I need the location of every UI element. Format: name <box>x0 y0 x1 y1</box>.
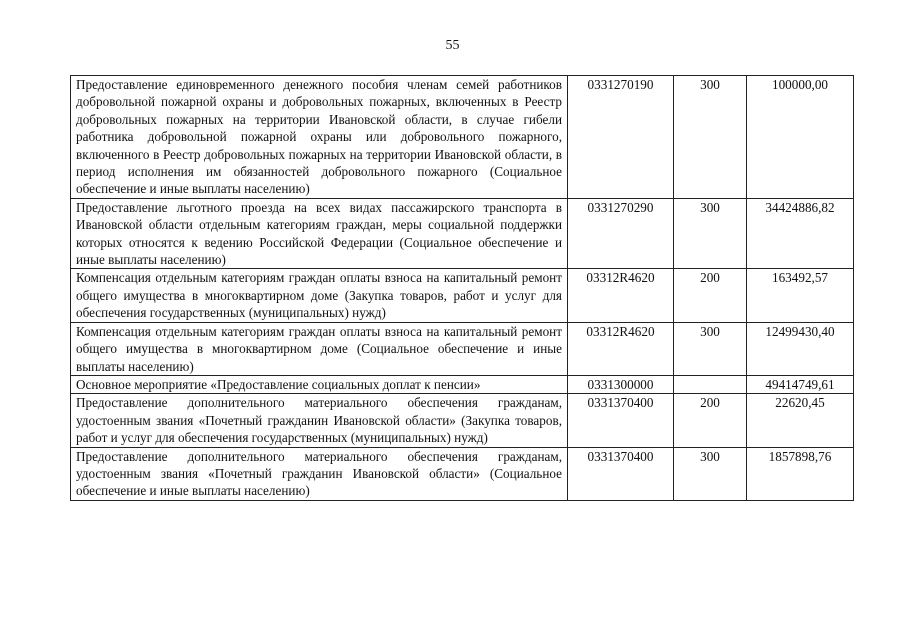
row-amount: 12499430,40 <box>747 322 854 375</box>
row-kind: 200 <box>674 394 747 447</box>
table-row <box>71 322 854 375</box>
row-kind <box>674 375 747 393</box>
row-description: Предоставление единовременного денежного пособия членам семей работников добровольной пожарной охраны и добровольных пожарных, включенных в Реестр добровольных пожарных на территории Ивановской области, в случае гибели работника добровольной пожарной охраны или добровольного пожарного, включенного в Реестр добровольных пожарных на территории Ивановской области, в период исполнения им обязанностей добровольного пожарного (Социальное обеспечение и иные выплаты населению) <box>71 76 568 199</box>
row-amount: 49414749,61 <box>747 375 854 393</box>
row-code: 03312R4620 <box>568 269 674 322</box>
row-description: Предоставление льготного проезда на всех видах пассажирского транспорта в Ивановской области отдельным категориям граждан, меры социальной поддержки которых относятся к ведению Российской Федерации (Социальное обеспечение и иные выплаты населению) <box>71 198 568 269</box>
row-code: 0331370400 <box>568 394 674 447</box>
row-code: 0331370400 <box>568 447 674 500</box>
page-number: 55 <box>445 38 460 53</box>
table-row <box>71 269 854 322</box>
row-description: Предоставление дополнительного материального обеспечения гражданам, удостоенным звания «Почетный гражданин Ивановской области» (Закупка товаров, работ и услуг для обеспечения государственных (муниципальных) нужд) <box>71 394 568 447</box>
row-description: Компенсация отдельным категориям граждан оплаты взноса на капитальный ремонт общего имущества в многоквартирном доме (Закупка товаров, работ и услуг для обеспечения государственных (муниципальных) нужд) <box>71 269 568 322</box>
row-amount: 100000,00 <box>747 76 854 199</box>
row-kind: 300 <box>674 198 747 269</box>
row-amount: 22620,45 <box>747 394 854 447</box>
row-kind: 300 <box>674 76 747 199</box>
row-amount: 34424886,82 <box>747 198 854 269</box>
table-row <box>71 394 854 447</box>
row-description: Предоставление дополнительного материального обеспечения гражданам, удостоенным звания «Почетный гражданин Ивановской области» (Социальное обеспечение и иные выплаты населению) <box>71 447 568 500</box>
row-kind: 300 <box>674 447 747 500</box>
row-code: 0331300000 <box>568 375 674 393</box>
table-row <box>71 76 854 199</box>
table-row <box>71 447 854 500</box>
row-kind: 300 <box>674 322 747 375</box>
row-kind: 200 <box>674 269 747 322</box>
row-code: 03312R4620 <box>568 322 674 375</box>
row-amount: 163492,57 <box>747 269 854 322</box>
table-row <box>71 198 854 269</box>
budget-table <box>70 75 854 501</box>
row-code: 0331270190 <box>568 76 674 199</box>
row-code: 0331270290 <box>568 198 674 269</box>
row-description: Основное мероприятие «Предоставление социальных доплат к пенсии» <box>71 375 568 393</box>
row-amount: 1857898,76 <box>747 447 854 500</box>
row-description: Компенсация отдельным категориям граждан оплаты взноса на капитальный ремонт общего имущества в многоквартирном доме (Социальное обеспечение и иные выплаты населению) <box>71 322 568 375</box>
table-row <box>71 375 854 393</box>
